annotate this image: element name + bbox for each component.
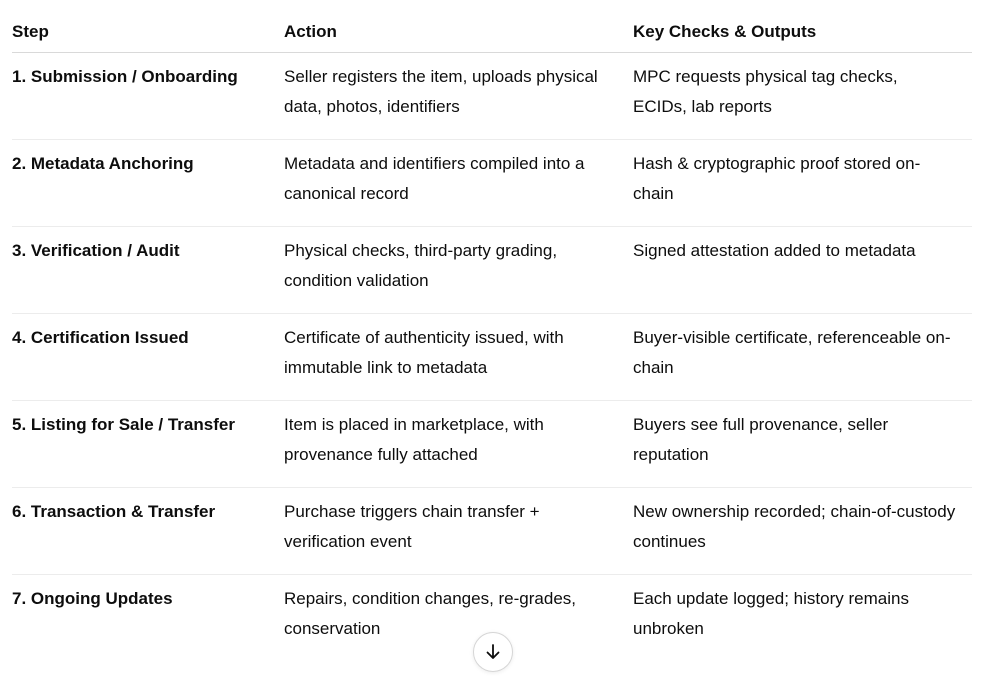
step-cell: 4. Certification Issued	[12, 314, 284, 401]
step-cell: 6. Transaction & Transfer	[12, 488, 284, 575]
action-cell: Metadata and identifiers compiled into a canonical record	[284, 140, 633, 227]
table-row	[12, 227, 972, 314]
table-row	[12, 140, 972, 227]
process-table-container	[12, 18, 972, 661]
checks-cell: Signed attestation added to metadata	[633, 227, 972, 314]
action-cell: Seller registers the item, uploads physical data, photos, identifiers	[284, 53, 633, 140]
column-header-step: Step	[12, 18, 284, 53]
checks-cell: MPC requests physical tag checks, ECIDs, lab reports	[633, 53, 972, 140]
action-cell: Item is placed in marketplace, with provenance fully attached	[284, 401, 633, 488]
checks-cell: Buyer-visible certificate, referenceable on-chain	[633, 314, 972, 401]
step-cell: 2. Metadata Anchoring	[12, 140, 284, 227]
scroll-to-bottom-button[interactable]	[473, 632, 513, 672]
column-header-action: Action	[284, 18, 633, 53]
table-row	[12, 401, 972, 488]
table-row	[12, 488, 972, 575]
table-row	[12, 53, 972, 140]
action-cell: Repairs, condition changes, re-grades, conservation	[284, 589, 576, 638]
process-table	[12, 18, 972, 661]
arrow-down-icon	[484, 643, 502, 661]
action-cell: Physical checks, third-party grading, condition validation	[284, 227, 633, 314]
checks-cell: Buyers see full provenance, seller reputation	[633, 401, 972, 488]
table-header-row	[12, 18, 972, 53]
action-cell: Purchase triggers chain transfer + verification event	[284, 488, 633, 575]
column-header-key-checks: Key Checks & Outputs	[633, 18, 972, 53]
step-cell: 1. Submission / Onboarding	[12, 53, 284, 140]
checks-cell: New ownership recorded; chain-of-custody continues	[633, 488, 972, 575]
step-cell: 5. Listing for Sale / Transfer	[12, 401, 284, 488]
action-cell: Certificate of authenticity issued, with immutable link to metadata	[284, 314, 633, 401]
step-cell: 7. Ongoing Updates	[12, 589, 173, 608]
checks-cell: Each update logged; history remains unbroken	[633, 589, 909, 638]
step-cell: 3. Verification / Audit	[12, 227, 284, 314]
checks-cell: Hash & cryptographic proof stored on-chain	[633, 140, 972, 227]
table-row	[12, 314, 972, 401]
